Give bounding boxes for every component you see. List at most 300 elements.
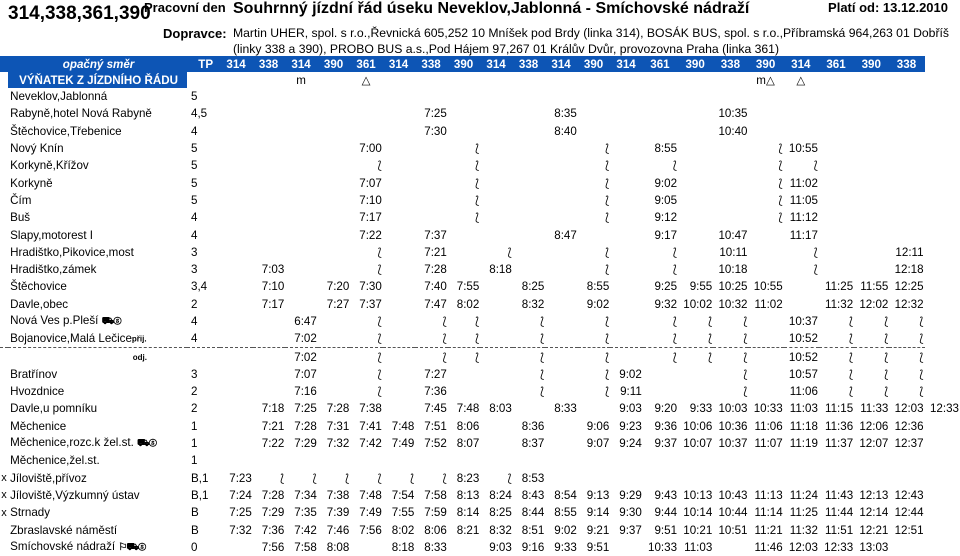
pass-through-icon: ⟅ [540, 386, 545, 399]
line-column-header: 390 [678, 56, 713, 72]
stop-name [8, 330, 187, 348]
pass-through-icon: ⟅ [377, 368, 382, 381]
timetable [0, 56, 960, 556]
departure-time [784, 470, 819, 487]
trip-flag: m [296, 73, 306, 87]
pass-through-icon: ⟅ [672, 316, 678, 328]
stop-name [8, 539, 187, 556]
request-stop-mark [0, 348, 8, 366]
request-stop-mark [0, 366, 8, 383]
departure-time [854, 452, 889, 469]
tariff-zone: B [191, 506, 199, 520]
departure-time: 7:30 [359, 280, 382, 294]
departure-time [220, 123, 253, 140]
tariff-zone: 5 [191, 159, 198, 173]
stop-row [0, 504, 960, 521]
departure-time: 8:24 [489, 488, 512, 502]
departure-time: 7:17 [261, 297, 285, 311]
departure-time [480, 452, 513, 469]
departure-time [545, 383, 578, 400]
pass-through-icon: ⟅ [507, 246, 512, 259]
departure-time [480, 313, 513, 330]
pass-through-icon: ⟅ [813, 246, 818, 259]
departure-time [253, 174, 286, 191]
carriers-line: (linky 338 a 390), PROBO BUS a.s.,Pod Hájem 97,267 01 Králův Dvůr, provozovna Praha (linka 361) [233, 41, 780, 56]
departure-time [578, 123, 611, 140]
departure-time [253, 452, 286, 469]
tariff-zone: 0 [191, 540, 198, 554]
departure-time [318, 105, 351, 122]
departure-time: 10:55 [788, 142, 818, 156]
departure-time: 10:44 [718, 506, 748, 520]
departure-time [678, 244, 713, 261]
departure-time: 7:10 [359, 193, 382, 207]
departure-time [545, 88, 578, 105]
departure-time [513, 452, 546, 469]
departure-time [748, 226, 783, 243]
departure-time [318, 313, 351, 330]
departure-time [285, 452, 318, 469]
departure-time: 6:47 [294, 315, 317, 328]
departure-time [285, 123, 318, 140]
pass-through-icon: ⟅ [707, 316, 713, 328]
pass-through-icon: ⟅ [605, 143, 610, 156]
departure-time [318, 261, 351, 278]
departure-time [350, 452, 383, 469]
opposite-direction-link[interactable] [8, 56, 187, 72]
departure-time [448, 123, 481, 140]
departure-time: 11:17 [789, 228, 818, 242]
pass-through-icon: ⟅ [475, 212, 480, 225]
pass-through-icon: ⟅ [442, 351, 447, 364]
departure-time [513, 174, 546, 191]
tariff-zone: 1 [191, 419, 198, 433]
departure-time [480, 226, 513, 243]
trip-flag [513, 72, 546, 88]
departure-time: 8:35 [554, 107, 577, 121]
request-stop-mark [0, 400, 8, 417]
departure-time [253, 348, 286, 366]
departure-time [480, 330, 513, 348]
pass-through-icon: ⟅ [884, 386, 889, 399]
stop-row [0, 348, 960, 366]
departure-time [220, 400, 253, 417]
departure-time [610, 244, 643, 261]
departure-time: 7:30 [424, 124, 447, 138]
departure-time [415, 452, 448, 469]
departure-time: 7:38 [326, 488, 350, 502]
opposite-direction-label[interactable]: opačný směr [62, 57, 135, 71]
stop-service-icons: ⚐⛟Ⓢ [118, 541, 146, 553]
pass-through-icon: ⟅ [778, 143, 783, 156]
pass-through-icon: ⟅ [605, 264, 610, 277]
stop-name-label: Bratřínov [10, 367, 58, 381]
departure-time [220, 88, 253, 105]
departure-time [545, 192, 578, 209]
departure-time: 10:37 [788, 315, 818, 328]
pass-through-icon: ⟅ [280, 472, 285, 485]
departure-time [819, 157, 854, 174]
departure-time: 7:22 [359, 228, 382, 242]
departure-time [480, 192, 513, 209]
pass-through-icon: ⟅ [778, 212, 783, 225]
stop-name [8, 521, 187, 538]
departure-time [318, 348, 351, 366]
departure-time [819, 452, 854, 469]
departure-time: 11:02 [754, 297, 783, 311]
stop-name-label: Hradištko,zámek [10, 263, 97, 277]
departure-time [253, 313, 286, 330]
pass-through-icon: ⟅ [813, 264, 818, 277]
pass-through-icon: ⟅ [919, 386, 924, 399]
departure-time [678, 123, 713, 140]
departure-time: 9:17 [654, 228, 678, 242]
departure-time: 7:52 [424, 437, 447, 451]
departure-time [415, 140, 448, 157]
departure-time: 10:33 [648, 540, 678, 554]
tariff-zone: 3 [191, 263, 198, 277]
stop-name [8, 123, 187, 140]
departure-time [578, 105, 611, 122]
pass-through-icon: ⟅ [848, 386, 854, 399]
stop-name [8, 278, 187, 295]
departure-time [383, 157, 416, 174]
departure-time: 7:46 [326, 523, 350, 537]
departure-time [318, 140, 351, 157]
pass-through-icon: ⟅ [743, 368, 748, 381]
departure-time [819, 105, 854, 122]
stop-name-label: Štěchovice [10, 280, 67, 294]
departure-time [285, 88, 318, 105]
departure-time: 7:07 [359, 176, 382, 190]
departure-time [285, 140, 318, 157]
departure-time [610, 348, 643, 366]
pass-through-icon: ⟅ [513, 330, 546, 348]
request-stop-mark [0, 330, 8, 348]
pass-through-icon: ⟅ [475, 177, 480, 190]
departure-time [578, 452, 611, 469]
stop-name-label: Nový Knín [10, 142, 64, 156]
departure-time [854, 88, 889, 105]
departure-time: 12:44 [894, 506, 924, 520]
departure-time [678, 226, 713, 243]
departure-time [854, 192, 889, 209]
stop-row [0, 452, 960, 469]
departure-time [854, 157, 889, 174]
departure-time [448, 261, 481, 278]
stop-name [8, 88, 187, 105]
departure-time [610, 539, 643, 556]
pass-through-icon: ⟅ [743, 386, 748, 399]
tariff-zone: 2 [191, 385, 198, 399]
departure-time: 9:14 [586, 506, 610, 520]
departure-time [678, 105, 713, 122]
departure-time: 8:03 [489, 402, 512, 416]
departure-time [889, 88, 924, 105]
departure-time: 8:02 [456, 297, 480, 311]
departure-time: 7:38 [359, 402, 382, 416]
departure-time: 10:51 [718, 523, 748, 537]
pass-through-icon: ⟅ [672, 351, 678, 364]
departure-time [819, 192, 854, 209]
departure-time: 7:56 [359, 523, 382, 537]
pass-through-icon: ⟅ [819, 330, 854, 348]
pass-through-icon: ⟅ [475, 351, 480, 364]
departure-time: 7:48 [391, 419, 415, 433]
departure-time [643, 383, 678, 400]
departure-time [545, 296, 578, 313]
trip-flag [713, 72, 748, 88]
stop-name [8, 504, 187, 521]
departure-time: 8:32 [489, 523, 512, 537]
departure-time: 12:33 [824, 540, 854, 554]
departure-time: 7:21 [424, 245, 447, 259]
departure-time: 8:44 [521, 506, 545, 520]
departure-time: 9:29 [619, 488, 642, 502]
departure-time: 7:59 [424, 506, 447, 520]
pass-through-icon: ⟅ [605, 160, 610, 173]
departure-time: 9:24 [619, 437, 642, 451]
departure-time [545, 140, 578, 157]
departure-time [748, 123, 783, 140]
departure-time: 7:58 [424, 488, 447, 502]
departure-time [819, 261, 854, 278]
departure-time: 9:43 [654, 488, 678, 502]
departure-time: 9:05 [654, 193, 678, 207]
departure-time: 10:55 [753, 280, 783, 294]
departure-time [513, 157, 546, 174]
departure-time [415, 88, 448, 105]
trip-flag: △ [361, 74, 371, 87]
request-stop-mark [0, 174, 8, 191]
departure-time [748, 452, 783, 469]
departure-time: 12:37 [894, 437, 924, 451]
request-stop-mark: x [1, 506, 7, 519]
departure-time: 7:42 [359, 437, 382, 451]
departure-time: 7:25 [229, 506, 252, 520]
departure-time [220, 140, 253, 157]
trip-flag [545, 72, 578, 88]
departure-time: 12:03 [894, 402, 924, 416]
stop-row [0, 418, 960, 435]
departure-time: 11:32 [824, 297, 854, 311]
stop-row [0, 435, 960, 452]
departure-time: 11:43 [824, 488, 854, 502]
pass-through-icon: ⟅ [778, 177, 783, 190]
departure-time [480, 157, 513, 174]
departure-tag: odj. [132, 352, 147, 362]
departure-time [318, 366, 351, 383]
departure-time: 11:07 [754, 437, 783, 451]
departure-time [889, 209, 924, 226]
header-row [0, 56, 960, 72]
departure-time: 10:14 [683, 506, 713, 520]
departure-time [610, 296, 643, 313]
departure-time [383, 261, 416, 278]
departure-time [610, 123, 643, 140]
departure-time: 11:03 [684, 540, 713, 554]
departure-time: 8:36 [521, 419, 545, 433]
departure-time [318, 88, 351, 105]
departure-time [285, 209, 318, 226]
departure-time [643, 105, 678, 122]
departure-time [285, 244, 318, 261]
departure-time: 9:16 [521, 540, 545, 554]
departure-time [253, 157, 286, 174]
pass-through-icon: ⟅ [578, 330, 611, 348]
pass-through-icon: ⟅ [377, 472, 382, 485]
departure-time: 7:25 [424, 107, 447, 121]
departure-time [220, 244, 253, 261]
departure-time: 7:58 [294, 540, 317, 554]
departure-time [784, 278, 819, 295]
departure-time [220, 539, 253, 556]
request-stop-mark [0, 105, 8, 122]
stop-row [0, 123, 960, 140]
pass-through-icon: ⟅ [643, 330, 678, 348]
departure-time [784, 88, 819, 105]
request-stop-mark [0, 452, 8, 469]
departure-time: 9:07 [586, 437, 610, 451]
departure-time [415, 192, 448, 209]
stop-name-label: Čím [10, 193, 32, 207]
departure-time [350, 88, 383, 105]
departure-time [578, 88, 611, 105]
departure-time: 13:03 [859, 540, 889, 554]
departure-time: 7:32 [326, 437, 350, 451]
departure-time [318, 192, 351, 209]
departure-time [610, 140, 643, 157]
departure-time [253, 366, 286, 383]
departure-time [480, 366, 513, 383]
departure-time [318, 452, 351, 469]
departure-time [220, 296, 253, 313]
departure-time [480, 174, 513, 191]
request-stop-mark [0, 278, 8, 295]
departure-time [713, 174, 748, 191]
stop-name-label: Hvozdnice [10, 385, 65, 399]
departure-time: 9:51 [586, 540, 610, 554]
stop-row [0, 487, 960, 504]
departure-time: 7:56 [261, 540, 285, 554]
pass-through-icon: ⟅ [707, 351, 713, 364]
departure-time [889, 140, 924, 157]
departure-time: 12:13 [859, 488, 889, 502]
departure-time: 7:24 [229, 488, 252, 502]
line-column-header: 314 [610, 56, 643, 72]
departure-time: 9:37 [619, 523, 642, 537]
departure-time [854, 261, 889, 278]
pass-through-icon: ⟅ [605, 212, 610, 225]
departure-time [318, 330, 351, 348]
pass-through-icon: ⟅ [540, 351, 545, 364]
pass-through-icon: ⟅ [377, 160, 382, 173]
departure-time [383, 278, 416, 295]
departure-time: 12:03 [788, 540, 818, 554]
request-stop-mark [0, 435, 8, 452]
pass-through-icon: ⟅ [848, 368, 854, 381]
pass-through-icon: ⟅ [377, 351, 382, 364]
stop-name-label: Měchenice [10, 419, 67, 433]
departure-time: 7:20 [326, 280, 350, 294]
stop-row [0, 157, 960, 174]
departure-time [383, 192, 416, 209]
departure-time: 12:43 [894, 488, 924, 502]
departure-time: 9:03 [489, 540, 512, 554]
departure-time [448, 452, 481, 469]
tariff-zone: 3 [191, 245, 198, 259]
departure-time: 7:37 [424, 228, 447, 242]
departure-time [513, 88, 546, 105]
departure-time: 10:37 [718, 437, 748, 451]
line-column-header: 338 [889, 56, 924, 72]
departure-time: 11:24 [789, 488, 818, 502]
departure-time [220, 348, 253, 366]
line-column-header: 338 [513, 56, 546, 72]
departure-time: 9:12 [654, 211, 678, 225]
departure-time: 10:03 [718, 402, 748, 416]
departure-time: 10:21 [683, 523, 713, 537]
departure-time: 10:07 [683, 437, 713, 451]
departure-time [784, 105, 819, 122]
pass-through-icon: ⟅ [475, 194, 480, 207]
departure-time: 7:02 [294, 350, 317, 364]
stop-row [0, 383, 960, 400]
departure-time [819, 244, 854, 261]
departure-time: 11:15 [824, 402, 854, 416]
departure-time: 12:02 [859, 297, 889, 311]
request-stop-mark [0, 521, 8, 538]
stop-name-label: Strnady [10, 506, 51, 520]
header-spacer [0, 56, 8, 72]
stop-name-label: Bojanovice,Malá Lečice [10, 332, 132, 346]
tp-header: TP [187, 56, 220, 72]
departure-time [610, 192, 643, 209]
pass-through-icon: ⟅ [605, 368, 610, 381]
departure-time [854, 244, 889, 261]
departure-time [854, 226, 889, 243]
departure-time: 11:14 [754, 506, 783, 520]
departure-time: 8:54 [554, 488, 577, 502]
departure-time [448, 88, 481, 105]
departure-time: 11:25 [789, 506, 818, 520]
departure-time: 9:25 [654, 280, 678, 294]
departure-time: 8:40 [554, 124, 577, 138]
departure-time: 11:51 [824, 523, 854, 537]
departure-time: 9:23 [619, 419, 642, 433]
pass-through-icon: ⟅ [507, 472, 512, 485]
pass-through-icon: ⟅ [672, 160, 678, 173]
departure-time: 9:11 [620, 385, 642, 399]
pass-through-icon: ⟅ [778, 194, 783, 207]
departure-time [513, 123, 546, 140]
departure-time: 11:44 [824, 506, 854, 520]
stop-name [8, 226, 187, 243]
departure-time: 7:03 [261, 263, 285, 277]
stop-name [8, 383, 187, 400]
carriers-label: Dopravce: [163, 26, 227, 41]
line-column-header: 314 [545, 56, 578, 72]
stop-name-label: Korkyně [10, 176, 53, 190]
stop-row [0, 313, 960, 330]
departure-time: 7:28 [424, 263, 447, 277]
departure-time [318, 209, 351, 226]
departure-time [545, 435, 578, 452]
departure-time: 7:29 [294, 437, 317, 451]
departure-time: 7:16 [294, 385, 317, 399]
departure-time: 11:06 [789, 385, 818, 399]
departure-time: 7:29 [261, 506, 285, 520]
